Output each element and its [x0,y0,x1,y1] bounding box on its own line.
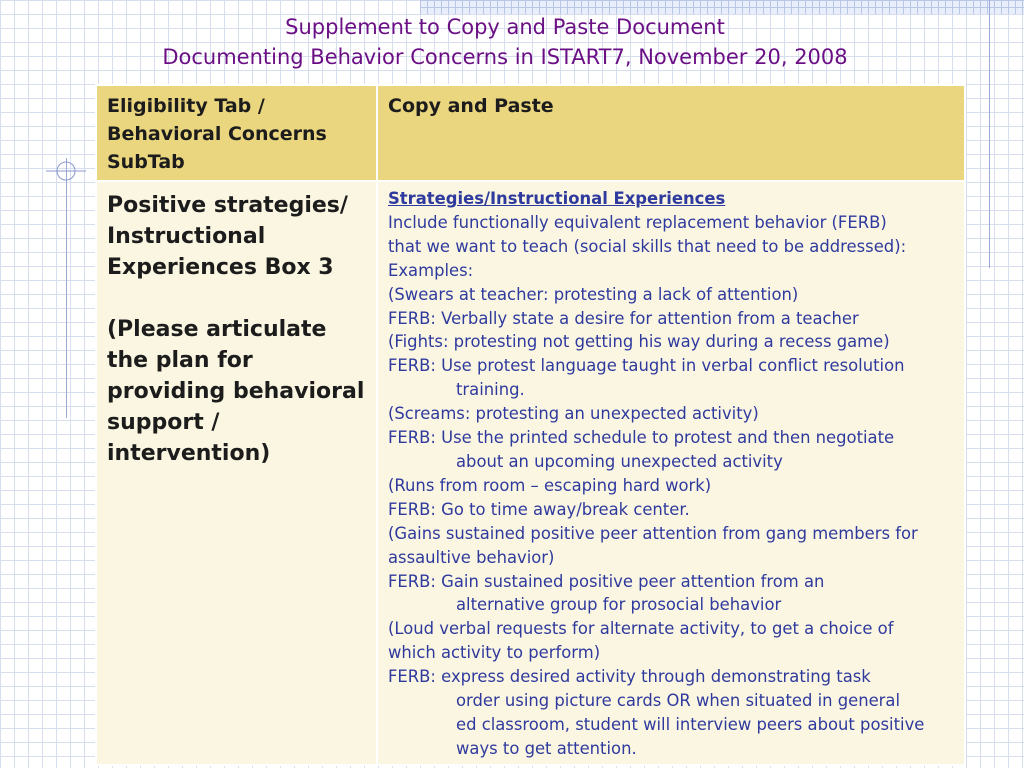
text-line: (Runs from room – escaping hard work) [388,475,712,495]
text-line: FERB: Verbally state a desire for attention from a teacher [388,308,859,328]
crosshair-icon [46,158,86,184]
text-line: Include functionally equivalent replacement behavior (FERB) [388,212,887,232]
text-line-indented: about an upcoming unexpected activity [456,451,783,471]
body-cell-strategies-label [96,181,377,765]
title-line-1: Supplement to Copy and Paste Document [285,15,725,39]
title-line-2: Documenting Behavior Concerns in ISTART7, November 20, 2008 [162,45,848,69]
text-line: (Loud verbal requests for alternate activity, to get a choice of [388,619,894,639]
header-cell-eligibility: Eligibility Tab / Behavioral Concerns SubTab [96,85,377,181]
page-title [0,12,1010,72]
table-header-row [96,85,965,181]
text-line: (Fights: protesting not getting his way during a recess game) [388,332,890,352]
strategies-box-label: Positive strategies/ Instructional Experiences Box 3 [107,193,348,280]
text-line: (Swears at teacher: protesting a lack of attention) [388,284,799,304]
text-line: assaultive behavior) [388,547,555,567]
text-line: (Gains sustained positive peer attention from gang members for [388,523,918,543]
text-line-indented: alternative group for prosocial behavior [456,595,782,615]
text-line-indented: ed classroom, student will interview peers about positive [456,714,925,734]
text-line: (Screams: protesting an unexpected activity) [388,404,759,424]
strategies-box-instruction: (Please articulate the plan for providing behavioral support / intervention) [107,317,365,466]
text-line: FERB: Use the printed schedule to protest and then negotiate [388,428,895,448]
behavior-concerns-table [95,84,966,766]
text-line: FERB: express desired activity through demonstrating task [388,667,871,687]
grid-accent-vline-left [66,158,67,418]
text-line-indented: ways to get attention. [456,738,637,758]
text-line: that we want to teach (social skills that need to be addressed): [388,236,907,256]
section-heading: Strategies/Instructional Experiences [388,189,726,208]
text-line-indented: order using picture cards OR when situated in general [456,691,901,711]
text-line: Examples: [388,260,474,280]
header-cell-copy-paste: Copy and Paste [377,85,965,181]
text-line: FERB: Gain sustained positive peer attention from an [388,571,825,591]
text-line: FERB: Use protest language taught in verbal conflict resolution [388,356,905,376]
text-line: which activity to perform) [388,643,601,663]
text-line: FERB: Go to time away/break center. [388,499,690,519]
body-cell-copy-paste-text [377,181,965,765]
text-line-indented: training. [456,380,525,400]
table-body-row [96,181,965,765]
